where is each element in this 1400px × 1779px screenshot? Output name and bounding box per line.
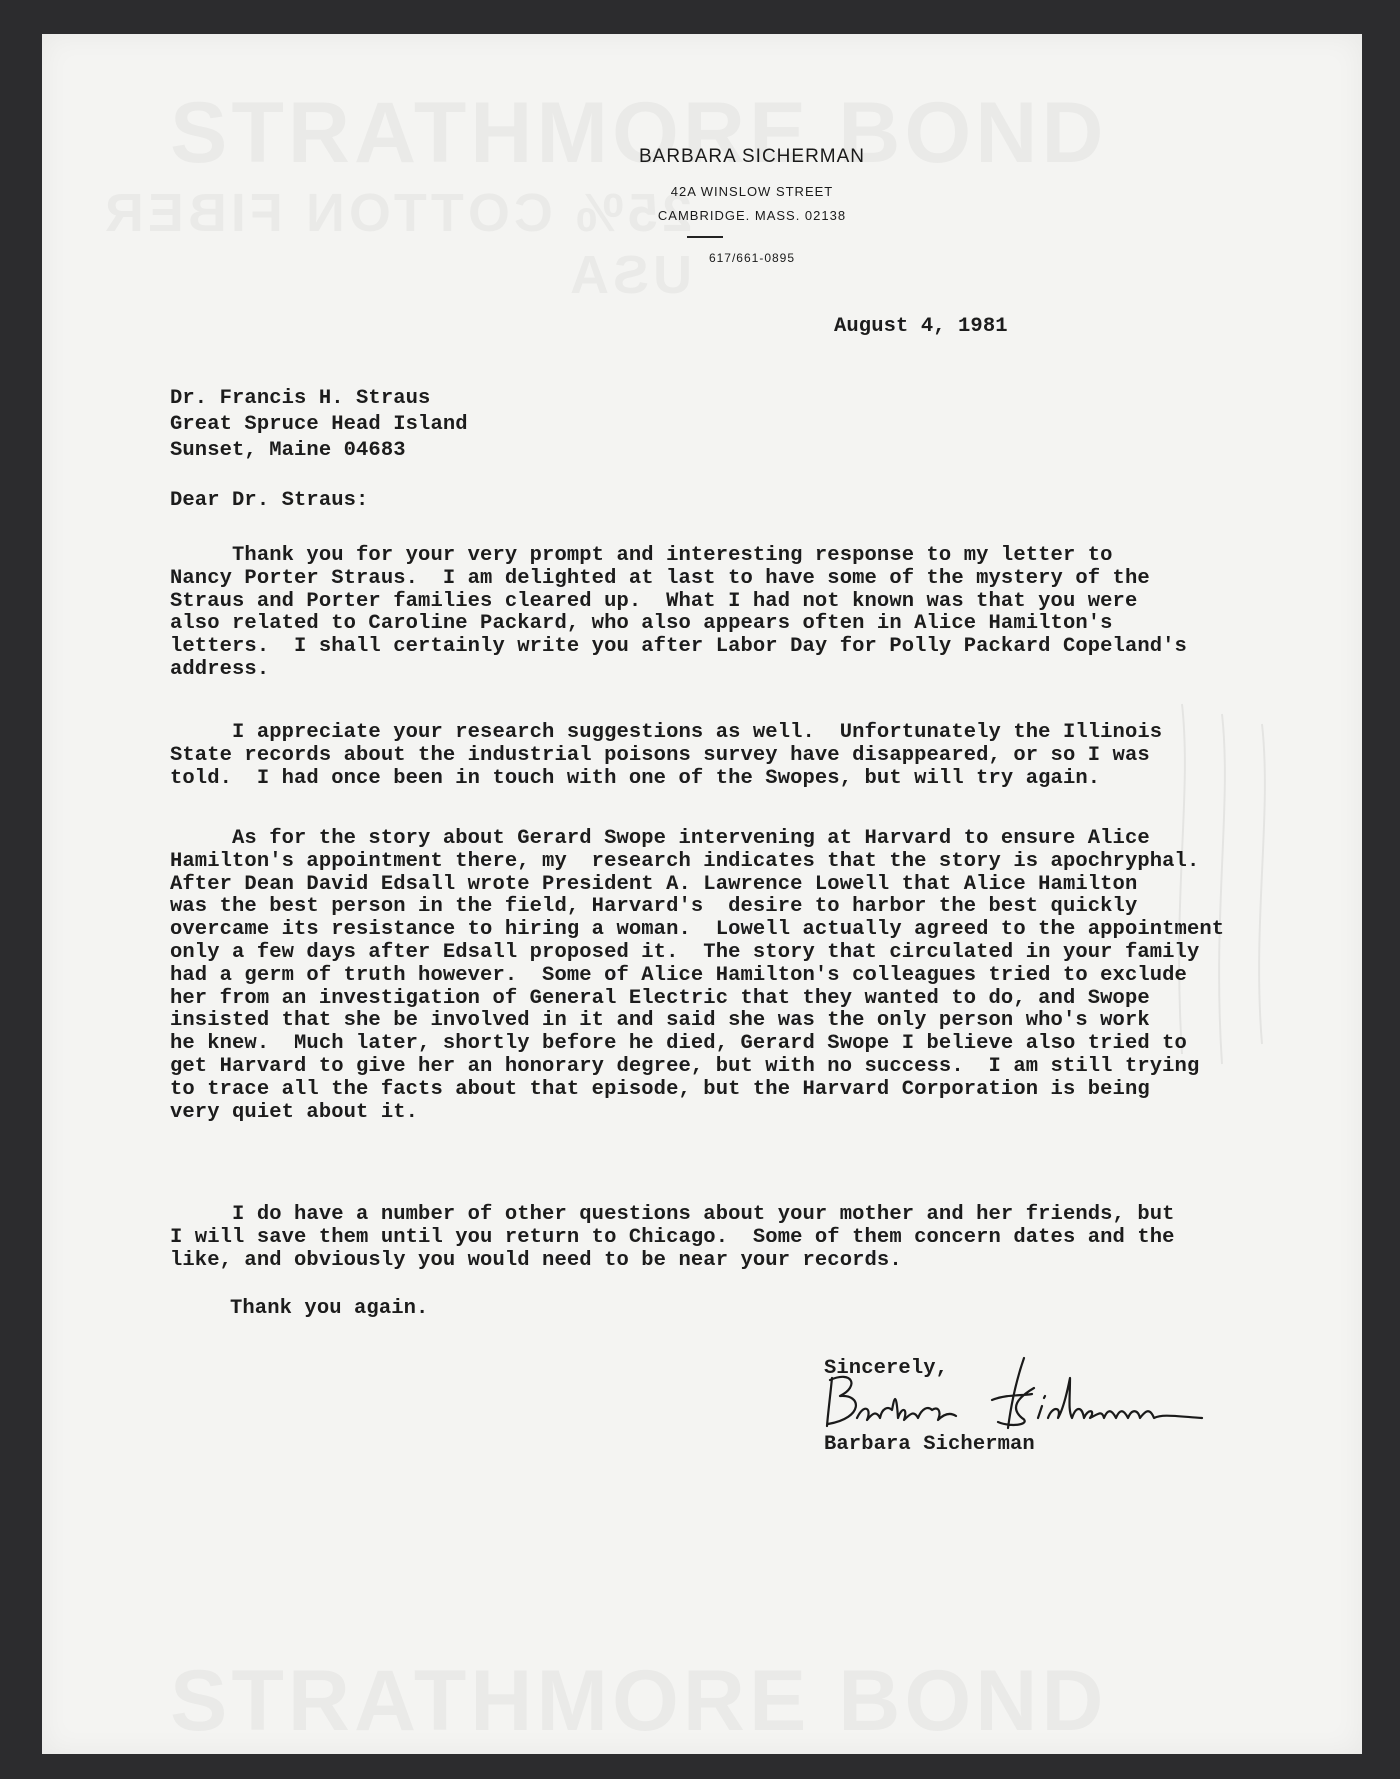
letterhead-street: 42A WINSLOW STREET (670, 184, 834, 199)
typed-signature-name: Barbara Sicherman (824, 1433, 1035, 1456)
closing: Sincerely, (824, 1357, 949, 1380)
handwritten-signature (812, 1348, 1212, 1438)
letterhead-phone: 617/661-0895 (708, 251, 796, 265)
letterhead-rule (687, 236, 723, 238)
paragraph-4: I do have a number of other questions about your mother and her friends, but I will save them until you return to Chicago. Some of them concern dates and the like, and obviously you would need to be near your records. (170, 1203, 1175, 1272)
letter-page (42, 34, 1362, 1754)
salutation: Dear Dr. Straus: (170, 489, 369, 512)
paragraph-2: I appreciate your research suggestions as well. Unfortunately the Illinois State records about the industrial poisons survey have disappeared, or so I was told. I had once been in touch with one of the Swopes, but will try again. (170, 721, 1163, 790)
paragraph-1: Thank you for your very prompt and interesting response to my letter to Nancy Porter Straus. I am delighted at last to have some of the mystery of the Straus and Porter families cleared up. What I had not known was that you were also related to Caroline Packard, who also appears often in Alice Hamilton's letters. I shall certainly write you after Labor Day for Polly Packard Copeland's address. (170, 544, 1187, 681)
watermark-top (170, 84, 1362, 183)
letter-date: August 4, 1981 (834, 315, 1008, 338)
bleedthrough-marks (1152, 694, 1302, 1074)
watermark-bottom (170, 1652, 1362, 1751)
watermark-fiber (42, 182, 692, 306)
thanks-line: Thank you again. (230, 1297, 429, 1320)
letterhead-name: BARBARA SICHERMAN (638, 146, 866, 167)
letterhead-city: CAMBRIDGE. MASS. 02138 (657, 208, 847, 223)
recipient-address: Dr. Francis H. Straus Great Spruce Head Island Sunset, Maine 04683 (170, 387, 468, 462)
paragraph-3: As for the story about Gerard Swope intervening at Harvard to ensure Alice Hamilton's appointment there, my research indicates that the story is apochryphal. After Dean David Edsall wrote President A. Lawrence Lowell that Alice Hamilton was the best person in the field, Harvard's desire to harbor the best quickly overcame its resistance to hiring a woman. Lowell actually agreed to the appointment only a few days after Edsall proposed it. The story that circulated in your family had a germ of truth however. Some of Alice Hamilton's colleagues tried to exclude her from an investigation of General Electric that they wanted to do, and Swope insisted that she be involved in it and said she was the only person who's work he knew. Much later, shortly before he died, Gerard Swope I believe also tried to get Harvard to give her an honorary degree, but with no success. I am still trying to trace all the facts about that episode, but the Harvard Corporation is being very quiet about it. (170, 827, 1225, 1124)
